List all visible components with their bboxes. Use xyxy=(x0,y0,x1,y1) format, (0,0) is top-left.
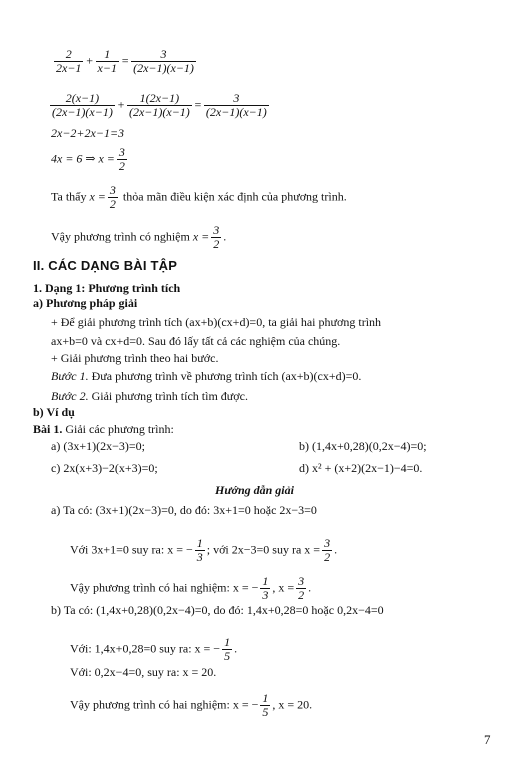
step-2 xyxy=(51,389,248,403)
denominator: (2x−1)(x−1) xyxy=(133,61,194,75)
text: Vậy phương trình có hai nghiệm: x = − xyxy=(70,580,259,595)
solution-b-line-3: Với: 0,2x−4=0, suy ra: x = 20. xyxy=(70,665,217,679)
fraction xyxy=(96,48,119,75)
denominator: (2x−1)(x−1) xyxy=(128,105,190,119)
text: ; với 2x−3=0 suy ra x = xyxy=(206,542,321,557)
fraction xyxy=(50,92,115,119)
denominator: 3 xyxy=(262,588,269,602)
equation-4 xyxy=(51,146,129,173)
denominator: (2x−1)(x−1) xyxy=(52,105,113,119)
denominator: 2 xyxy=(118,159,125,173)
numerator: 3 xyxy=(109,183,116,197)
operator: = xyxy=(120,53,130,68)
text: Ta thấy xyxy=(51,189,87,204)
exercise-1b: b) (1,4x+0,28)(0,2x−4)=0; xyxy=(299,439,427,453)
denominator: 2 xyxy=(213,237,220,251)
text: Với 3x+1=0 suy ra: x = − xyxy=(70,542,193,557)
math: x = xyxy=(192,229,210,244)
step-label: Bước 1. xyxy=(51,369,89,383)
fraction xyxy=(322,537,332,564)
step-text: Đưa phương trình về phương trình tích (ax+b)(cx+d)=0. xyxy=(91,369,362,383)
exercise-1c: c) 2x(x+3)−2(x+3)=0; xyxy=(51,461,158,475)
solution-a-line-2 xyxy=(70,537,337,564)
text: , x = 20. xyxy=(272,697,313,712)
step-text: Giải phương trình tích tìm được. xyxy=(91,389,248,403)
text: Vậy phương trình có hai nghiệm: x = − xyxy=(70,697,259,712)
conclusion xyxy=(51,224,226,251)
numerator: 3 xyxy=(131,48,196,62)
numerator: 2 xyxy=(54,48,83,62)
denominator: 5 xyxy=(224,649,231,663)
fraction xyxy=(131,48,196,75)
denominator: 2 xyxy=(324,550,331,564)
fraction xyxy=(222,636,232,663)
page-number: 7 xyxy=(484,732,491,747)
exercise-text: Giải các phương trình: xyxy=(65,422,174,436)
text: . xyxy=(308,580,312,595)
fraction xyxy=(211,224,221,251)
solution-b-line-1: b) Ta có: (1,4x+0,28)(0,2x−4)=0, do đó: 1,4x+0,28=0 hoặc 0,2x−4=0 xyxy=(51,603,384,617)
guide-heading: Hướng dẫn giải xyxy=(215,483,294,497)
numerator: 3 xyxy=(324,536,331,550)
denominator: 2x−1 xyxy=(56,61,82,75)
text: Vậy phương trình có nghiệm xyxy=(51,229,190,244)
fraction xyxy=(296,575,306,602)
operator: + xyxy=(85,53,94,68)
numerator: 3 xyxy=(118,145,125,159)
solution-a-line-1: a) Ta có: (3x+1)(2x−3)=0, do đó: 3x+1=0 hoặc 2x−3=0 xyxy=(51,503,317,517)
solution-b-line-4 xyxy=(70,692,312,719)
numerator: 3 xyxy=(204,92,269,106)
fraction xyxy=(195,537,205,564)
step-label: Bước 2. xyxy=(51,389,89,403)
fraction xyxy=(260,575,270,602)
step-1 xyxy=(51,369,361,383)
numerator: 3 xyxy=(213,223,220,237)
text: , x = xyxy=(272,580,295,595)
example-heading: b) Ví dụ xyxy=(33,405,75,419)
solution-a-line-3 xyxy=(70,575,311,602)
denominator: x−1 xyxy=(97,61,117,75)
equation-2 xyxy=(48,92,271,119)
numerator: 2(x−1) xyxy=(50,92,115,106)
section-heading: II. CÁC DẠNG BÀI TẬP xyxy=(33,258,178,273)
equation-lhs: 4x = 6 ⇒ x = xyxy=(51,151,115,166)
numerator: 1 xyxy=(196,536,203,550)
numerator: 1 xyxy=(224,635,231,649)
method-line-2: ax+b=0 và cx+d=0. Sau đó lấy tất cả các nghiệm của chúng. xyxy=(51,334,341,348)
operator: + xyxy=(116,97,125,112)
exercise-label: Bài 1. xyxy=(33,422,63,436)
text: . xyxy=(334,542,338,557)
equation-3: 2x−2+2x−1=3 xyxy=(51,126,125,140)
equation-1 xyxy=(52,48,198,75)
math: x = xyxy=(89,189,106,204)
numerator: 1 xyxy=(262,574,269,588)
denominator: 3 xyxy=(196,550,203,564)
exercise-1a: a) (3x+1)(2x−3)=0; xyxy=(51,439,145,453)
fraction xyxy=(108,184,118,211)
denominator: (2x−1)(x−1) xyxy=(205,105,267,119)
exercise-1d: d) x² + (x+2)(2x−1)−4=0. xyxy=(299,461,423,475)
operator: = xyxy=(193,97,202,112)
denominator: 2 xyxy=(109,197,116,211)
text: thỏa mãn điều kiện xác định của phương trình. xyxy=(122,189,347,204)
denominator: 5 xyxy=(262,705,269,719)
method-heading: a) Phương pháp giải xyxy=(33,296,138,310)
exercise-1-title xyxy=(33,422,174,436)
text: . xyxy=(223,229,227,244)
fraction xyxy=(204,92,269,119)
check-statement xyxy=(51,184,347,211)
numerator: 1(2x−1) xyxy=(127,92,192,106)
text: Với: 1,4x+0,28=0 suy ra: x = − xyxy=(70,641,221,656)
method-line-3: + Giải phương trình theo hai bước. xyxy=(51,351,219,365)
numerator: 1 xyxy=(96,48,119,62)
solution-b-line-2 xyxy=(70,636,237,663)
fraction xyxy=(117,146,127,173)
type-heading: 1. Dạng 1: Phương trình tích xyxy=(33,281,181,295)
denominator: 2 xyxy=(298,588,305,602)
numerator: 3 xyxy=(298,574,305,588)
fraction xyxy=(260,692,270,719)
numerator: 1 xyxy=(262,691,269,705)
text: . xyxy=(234,641,238,656)
method-line-1: + Để giải phương trình tích (ax+b)(cx+d)=0, ta giải hai phương trình xyxy=(51,315,382,329)
fraction xyxy=(54,48,83,75)
fraction xyxy=(127,92,192,119)
